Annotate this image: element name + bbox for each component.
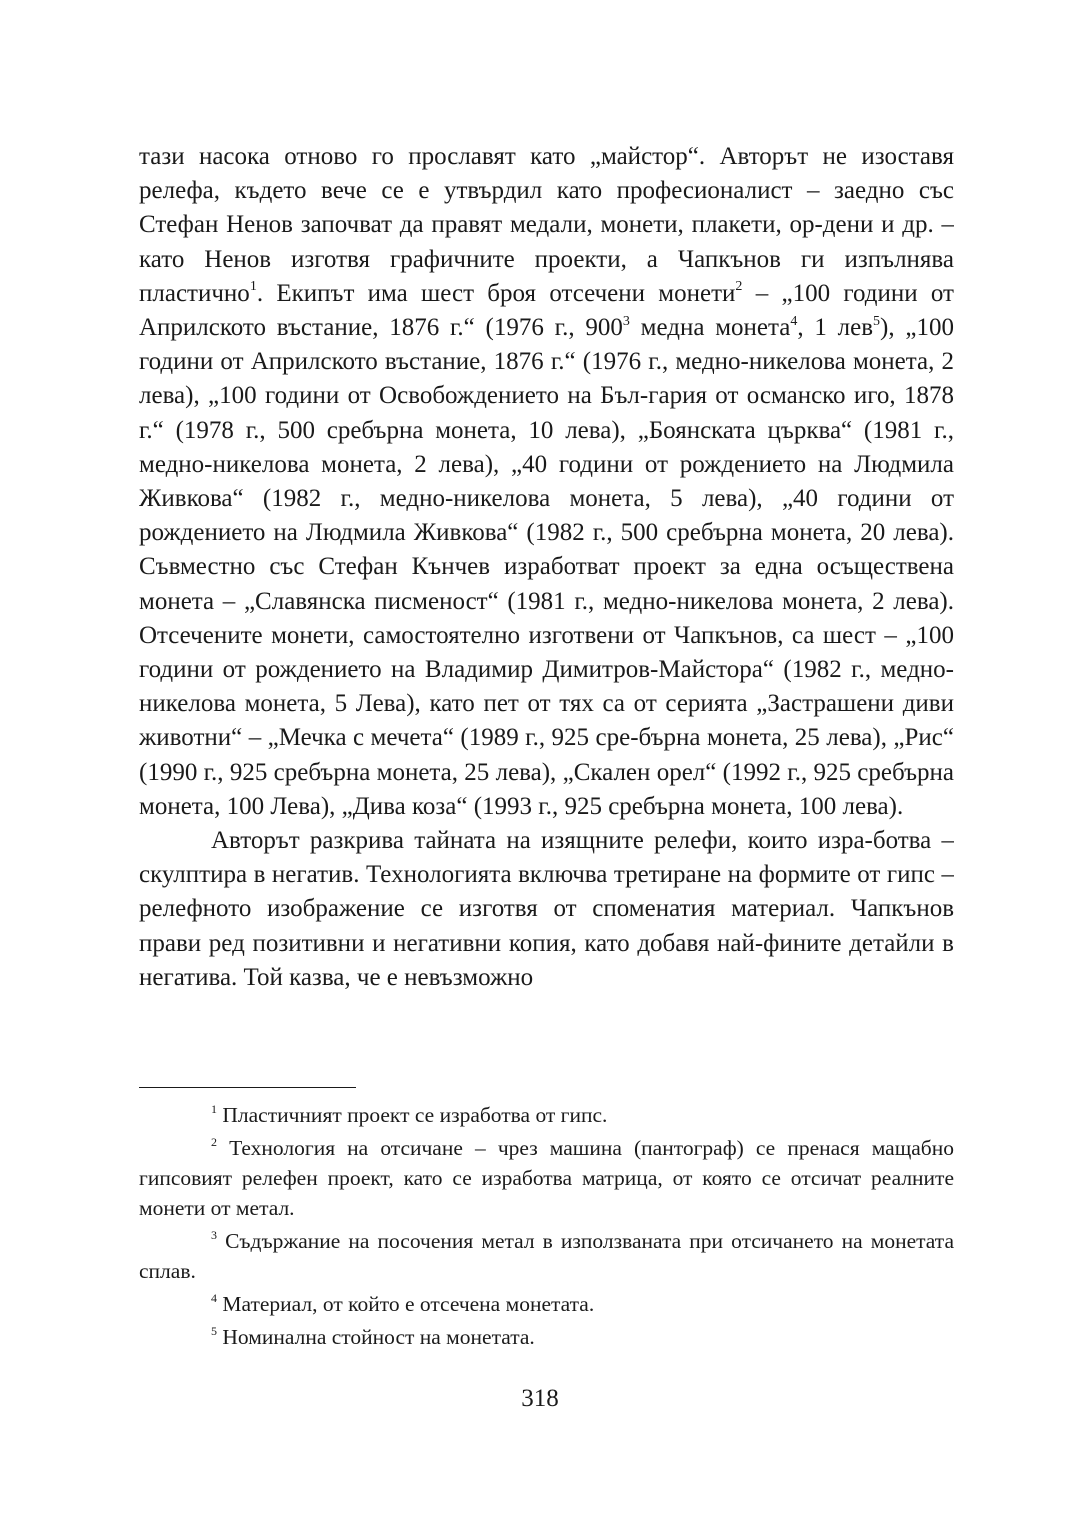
footnote-ref-3: 3: [622, 313, 630, 329]
footnote-number: 2: [211, 1134, 217, 1149]
footnote-1: [139, 1100, 954, 1130]
footnote-text: Съдържание на посочения метал в използваната при отсичането на монетата сплав.: [139, 1229, 954, 1283]
footnote-5: [139, 1322, 954, 1352]
footnote-number: 5: [211, 1323, 217, 1338]
footnote-3: [139, 1226, 954, 1286]
footnote-text: Материал, от който е отсечена монетата.: [217, 1292, 595, 1316]
footnote-ref-2: 2: [735, 279, 743, 295]
page-number: 318: [521, 1385, 559, 1412]
paragraph-2: Авторът разкрива тайната на изящните релефи, които изра-ботва – скулптира в негатив. Технологията включва третиране на формите от гипс – релефното изображение се изготвя от споменатия материал. Чапкънов прави ред позитивни и негативни копия, като добавя най-фините детайли в негатива. Той казва, че е невъзможно: [139, 827, 954, 991]
footnote-ref-5: 5: [873, 313, 881, 329]
footnote-number: 4: [211, 1290, 217, 1305]
footnote-text: Пластичният проект се изработва от гипс.: [217, 1103, 608, 1127]
footnote-divider: [139, 1087, 356, 1088]
footnote-4: [139, 1289, 954, 1319]
text-segment: , 1 лев: [797, 314, 874, 342]
footnotes: [139, 1100, 954, 1355]
paragraph-1: [139, 140, 954, 824]
footnote-ref-4: 4: [790, 313, 798, 329]
footnote-ref-1: 1: [249, 279, 257, 295]
footnote-2: [139, 1133, 954, 1223]
footnote-text: Номинална стойност на монетата.: [217, 1325, 535, 1349]
text-segment: ), „100 години от Априлското въстание, 1876 г.“ (1976 г., медно-никелова монета, 2 лева), „100 години от Освобождението на Бъл-гария от османско иго, 1878 г.“ (1978 г., 500 сребърна монета, 10 лева), „Боянската църква“ (1981 г., медно-никелова монета, 2 лева), „40 години от рождението на Людмила Живкова“ (1982 г., медно-никелова монета, 5 лева), „40 години от рождението на Людмила Живкова“ (1982 г., 500 сребърна монета, 20 лева). Съвместно със Стефан Кънчев изработват проект за една осъществена монета – „Славянска писменост“ (1981 г., медно-никелова монета, 2 лева). Отсечените монети, самостоятелно изготвени от Чапкънов, са шест – „100 години от рождението на Владимир Димитров-Майстора“ (1982 г., медно-никелова монета, 5 Лева), като пет от тях са от серията „Застрашени диви животни“ – „Мечка с мечета“ (1989 г., 925 сре-бърна монета, 25 лева), „Рис“ (1990 г., 925 сребърна монета, 25 лева), „Скален орел“ (1992 г., 925 сребърна монета, 100 Лева), „Дива коза“ (1993 г., 925 сребърна монета, 100 лева).: [139, 314, 954, 820]
text-segment: тази насока отново го прославят като „майстор“. Авторът не изоставя релефа, където вече се е утвърдил като професионалист – заедно със Стефан Ненов започват да правят медали, монети, плакети, ор-дени и др. – като Ненов изготвя графичните проекти, а Чапкънов ги изпълнява пластично: [139, 143, 954, 307]
text-segment: медна монета: [629, 314, 791, 342]
text-segment: – „100 години от Априлското въстание, 1876 г.“ (1976 г., 900: [139, 279, 954, 342]
footnote-number: 1: [211, 1101, 217, 1116]
footnote-number: 3: [211, 1227, 217, 1242]
footnote-text: Технология на отсичане – чрез машина (пантограф) се пренася мащабно гипсовият релефен проект, като се изработва матрица, от която се отсичат реалните монети от метал.: [139, 1136, 954, 1220]
main-text: [139, 140, 954, 1062]
text-segment: . Екипът има шест броя отсечени монети: [256, 279, 736, 307]
